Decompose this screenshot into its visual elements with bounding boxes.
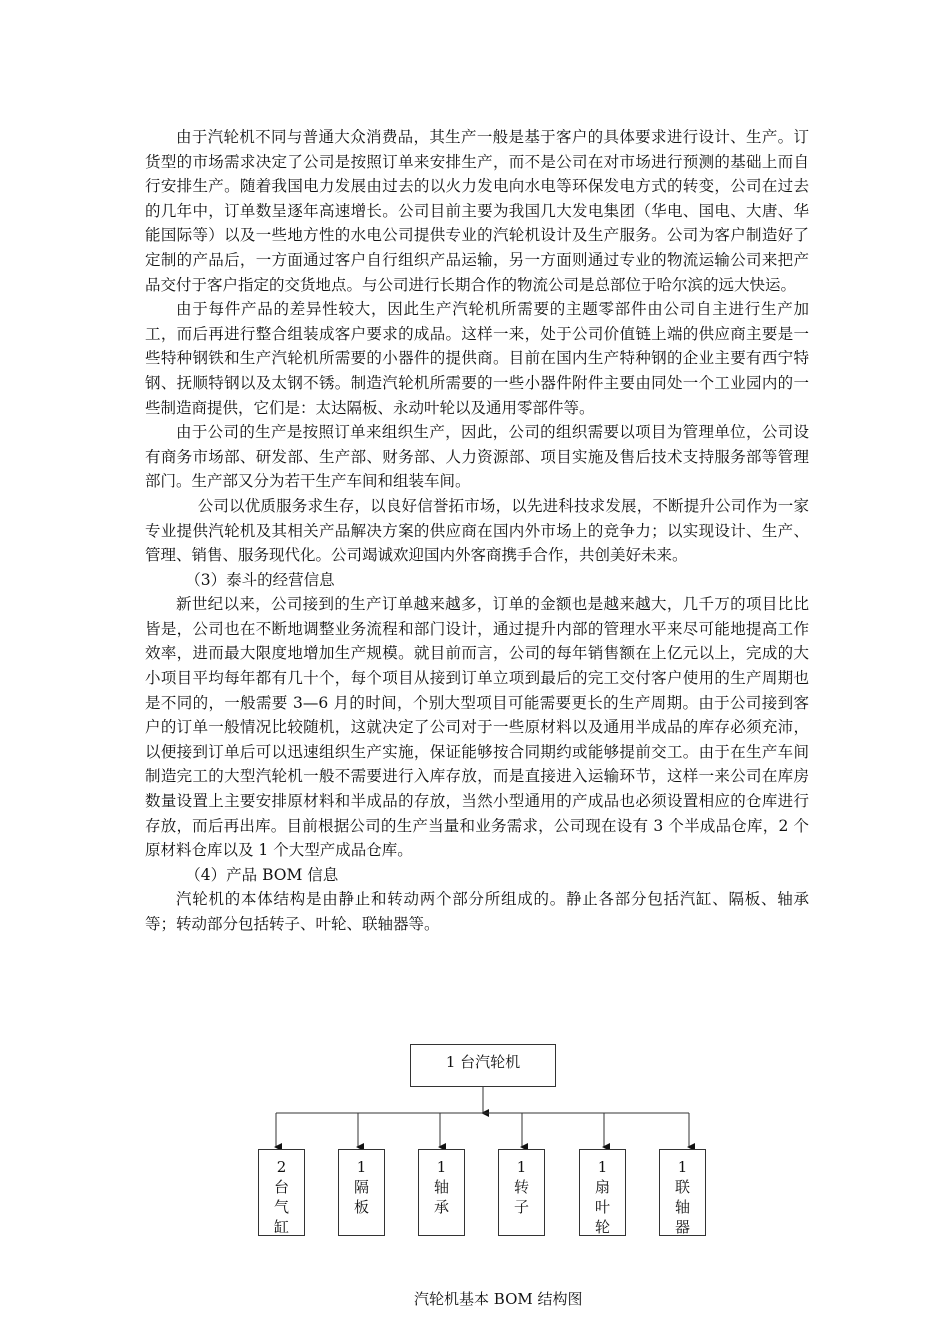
figure-caption: 汽轮机基本 BOM 结构图 <box>414 1290 583 1308</box>
paragraph-bom-intro: 汽轮机的本体结构是由静止和转动两个部分所组成的。静止各部分包括汽缸、隔板、轴承等；转动部分包括转子、叶轮、联轴器等。 <box>145 890 809 933</box>
paragraph-business-info: 新世纪以来，公司接到的生产订单越来越多，订单的金额也是越来越大，几千万的项目比比皆是，公司也在不断地调整业务流程和部门设计，通过提升内部的管理水平来尽可能地提高工作效率，进而最大限度地增加生产规模。就目前而言，公司的每年销售额在上亿元以上，完成的大小项目平均每年都有几十个，每个项目从接到订单立项到最后的完工交付客户使用的生产周期也是不同的，一般需要 3—6 月的时间，个别大型项目可能需要更长的生产周期。由于公司接到客户的订单一般情况比较随机，这就决定了公司对于一些原材料以及通用半成品的库存必须充沛，以便接到订单后可以迅速组织生产实施，保证能够按合同期约或能够提前交工。由于在生产车间制造完工的大型汽轮机一般不需要进行入库存放，而是直接进入运输环节，这样一来公司在库房数量设置上主要安排原材料和半成品的存放，当然小型通用的产成品也必须设置相应的仓库进行存放，而后再出库。目前根据公司的生产当量和业务需求，公司现在设有 3 个半成品仓库，2 个原材料仓库以及 1 个大型产成品仓库。 <box>145 595 809 860</box>
node-quantity: 1 <box>677 1158 688 1176</box>
node-quantity: 1 <box>597 1158 608 1176</box>
node-label: 轴承 <box>433 1178 449 1216</box>
node-label: 隔板 <box>353 1178 369 1216</box>
node-quantity: 1 <box>516 1158 527 1176</box>
bom-node-cylinder <box>258 1149 305 1236</box>
node-label: 台气缸 <box>273 1178 289 1236</box>
node-quantity: 1 <box>356 1158 367 1176</box>
bom-node-diaphragm <box>338 1149 385 1236</box>
node-quantity: 1 <box>436 1158 447 1176</box>
bom-node-coupling <box>659 1149 706 1236</box>
paragraph-supply-chain: 由于每件产品的差异性较大，因此生产汽轮机所需要的主题零部件由公司自主进行生产加工，而后再进行整合组装成客户要求的成品。这样一来，处于公司价值链上端的供应商主要是一些特种钢铁和生产汽轮机所需要的小器件的提供商。目前在国内生产特种钢的企业主要有西宁特钢、抚顺特钢以及太钢不锈。制造汽轮机所需要的一些小器件附件主要由同处一个工业园内的一些制造商提供，它们是：太达隔板、永动叶轮以及通用零部件等。 <box>145 300 809 417</box>
paragraph-organization: 由于公司的生产是按照订单来组织生产，因此，公司的组织需要以项目为管理单位，公司设有商务市场部、研发部、生产部、财务部、人力资源部、项目实施及售后技术支持服务部等管理部门。生产部又分为若干生产车间和组装车间。 <box>145 423 809 491</box>
bom-root-node: 1 台汽轮机 <box>410 1044 556 1087</box>
bom-node-impeller <box>579 1149 626 1236</box>
node-label: 联轴器 <box>674 1178 690 1236</box>
bom-node-rotor <box>498 1149 545 1236</box>
paragraph-mission: 公司以优质服务求生存，以良好信誉拓市场，以先进科技求发展，不断提升公司作为一家专业提供汽轮机及其相关产品解决方案的供应商在国内外市场上的竞争力；以实现设计、生产、管理、销售、服务现代化。公司竭诚欢迎国内外客商携手合作，共创美好未来。 <box>145 496 809 565</box>
node-quantity: 2 <box>276 1158 287 1176</box>
node-label: 扇叶轮 <box>594 1178 610 1236</box>
node-label: 转子 <box>513 1178 529 1216</box>
paragraph-production-model: 由于汽轮机不同与普通大众消费品，其生产一般是基于客户的具体要求进行设计、生产。订货型的市场需求决定了公司是按照订单来安排生产，而不是公司在对市场进行预测的基础上而自行安排生产。随着我国电力发展由过去的以火力发电向水电等环保发电方式的转变，公司在过去的几年中，订单数呈逐年高速增长。公司目前主要为我国几大发电集团（华电、国电、大唐、华能国际等）以及一些地方性的水电公司提供专业的汽轮机设计及生产服务。公司为客户制造好了定制的产品后，一方面通过客户自行组织产品运输，另一方面则通过专业的物流运输公司来把产品交付于客户指定的交货地点。与公司进行长期合作的物流公司是总部位于哈尔滨的远大快运。 <box>145 128 809 294</box>
section-heading-bom-info: （4）产品 BOM 信息 <box>185 865 339 884</box>
section-heading-business-info: （3）泰斗的经营信息 <box>185 570 335 589</box>
bom-node-bearing <box>418 1149 465 1236</box>
